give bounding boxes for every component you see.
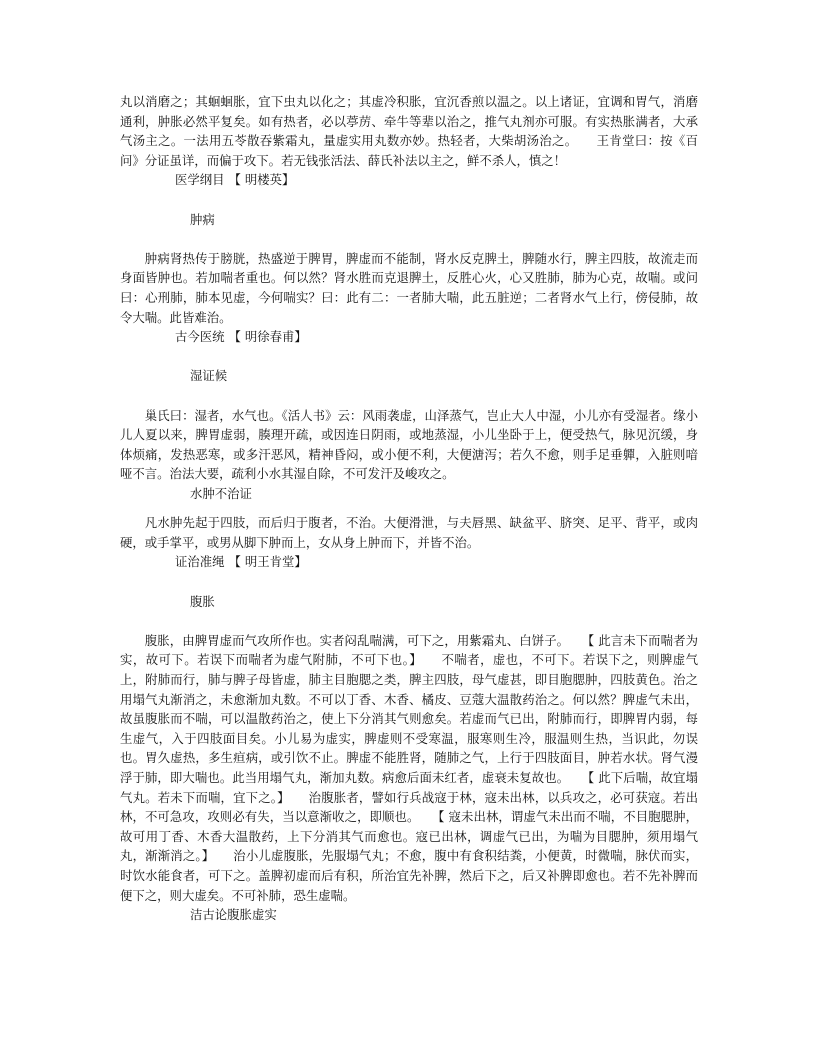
source-citation: 古今医统 【 明徐春甫】	[175, 329, 307, 345]
section-heading: 湿证候	[190, 368, 228, 384]
source-citation: 证治准绳 【 明王肯堂】	[175, 554, 307, 570]
paragraph: 巢氏曰：湿者，水气也。《活人书》云：风雨袭虚，山泽蒸气，岂止大人中湿，小儿亦有受湿者。缘小儿人夏以来，脾胃虚弱，腠理开疏，或因连日阴雨，或地蒸湿，小儿坐卧于上，便受热气，脉见沉缓，身体烦痛，发热恶寒，或多汗恶风，精神昏闷，或小便不利，大便溏泻；若久不愈，则手足垂軃，入脏则喑哑不言。治法大要，疏利小水其湿自除，不可发汗及峻攻之。	[120, 407, 698, 482]
paragraph: 腹胀，由脾胃虚而气攻所作也。实者闷乱喘满，可下之，用紫霜丸、白饼子。 【 此言未下而喘者为实，故可下。若误下而喘者为虚气附肺，不可下也。】 不喘者，虚也，不可下。若误下之，则脾虚气上，附肺而行，肺与脾子母皆虚，肺主目胞腮之类，脾主四肢，母气虚甚，即目胞腮肿，四肢黄色。治之用塌气丸渐消之，未愈渐加丸数。不可以丁香、木香、橘皮、豆蔻大温散药治之。何以然？脾虚气未出，故虽腹胀而不喘，可以温散药治之，使上下分消其气则愈矣。若虚而气已出，附肺而行，即脾胃内弱，每生虚气，入于四肢面目矣。小儿易为虚实，脾虚则不受寒温，服寒则生冷，服温则生热，当识此，勿误也。胃久虚热，多生疸病，或引饮不止。脾虚不能胜肾，随肺之气，上行于四肢面目，肿若水状。肾气漫浮于肺，即大喘也。此当用塌气丸，渐加丸数。病愈后面未红者，虚衰未复故也。 【 此下后喘，故宜塌气丸。若未下而喘，宜下之。】 治腹胀者，譬如行兵战寇于林，寇未出林，以兵攻之，必可获寇。若出林，不可急攻，攻则必有失，当以意渐收之，即顺也。 【 寇未出林，谓虚气未出而不喘，不目胞腮肿，故可用丁香、木香大温散药，上下分消其气而愈也。寇已出林，调虚气已出，为喘为目腮肿，须用塌气丸，渐渐消之。】 治小儿虚腹胀，先服塌气丸；不愈，腹中有食积结粪，小便黄，时微喘，脉伏而实，时饮水能食者，可下之。盖脾初虚而后有积，所治宜先补脾，然后下之，后又补脾即愈也。若不先补脾而便下之，则大虚矣。不可补肺，恐生虚喘。	[120, 632, 698, 903]
paragraph: 凡水肿先起于四肢，而后归于腹者，不治。大便滑泄，与夫唇黑、缺盆平、脐突、足平、背平，或肉硬，或手掌平，或男从脚下肿而上，女从身上肿而下，并皆不治。	[120, 515, 698, 550]
section-heading: 洁古论腹胀虚实	[190, 907, 277, 923]
paragraph: 丸以消磨之；其蛔蛔胀，宜下虫丸以化之；其虚冷积胀，宜沉香煎以温之。以上诸证，宜调和胃气，消磨通利，肿胀必然平复矣。如有热者，必以葶苈、牵牛等辈以治之，推气丸剂亦可服。有实热胀满者，大承气汤主之。一法用五苓散吞紫霜丸，量虚实用丸数亦妙。热轻者，大柴胡汤治之。 王肯堂曰：按《百问》分证虽详，而偏于攻下。若无钱张活法、薛氏补法以主之，鲜不杀人，慎之！	[120, 94, 698, 168]
document-page	[120, 92, 698, 925]
section-heading: 肿病	[190, 211, 215, 227]
source-citation: 医学纲目 【 明楼英】	[175, 172, 295, 188]
paragraph: 肿病肾热传于膀胱，热盛逆于脾胃，脾虚而不能制，肾水反克脾土，脾随水行，脾主四肢，故流走而身面皆肿也。若加喘者重也。何以然？肾水胜而克退脾土，反胜心火，心又胜肺，肺为心克，故喘。或问曰：心刑肺，肺本见虚，今何喘实？曰：此有二：一者肺大喘，此五脏逆；二者肾水气上行，傍侵肺，故令大喘。此皆难治。	[120, 250, 698, 325]
section-heading: 水肿不治证	[190, 485, 252, 501]
section-heading: 腹胀	[190, 593, 215, 609]
